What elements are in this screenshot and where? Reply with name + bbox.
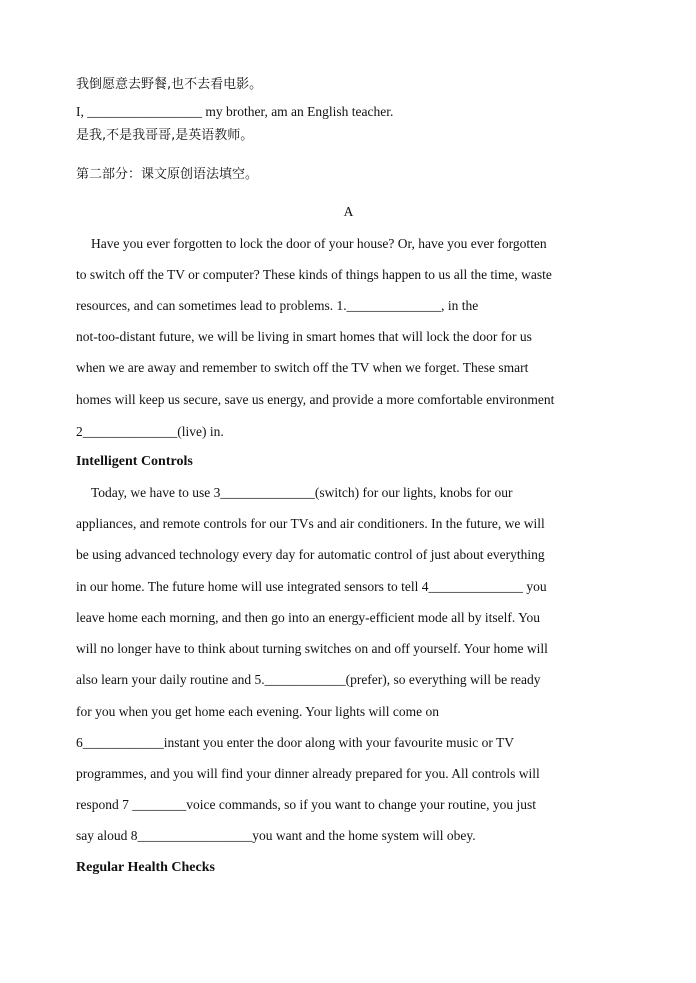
passage-line: 2______________(live) in. <box>76 424 224 439</box>
example-sentence-cn-2: 是我,不是我哥哥,是英语教师。 <box>76 128 254 143</box>
passage-line: when we are away and remember to switch off the TV when we forget. These smart <box>76 360 529 375</box>
passage-line: for you when you get home each evening. Your lights will come on <box>76 704 439 719</box>
subheading-regular-health-checks: Regular Health Checks <box>76 860 215 875</box>
passage-line: be using advanced technology every day for automatic control of just about everything <box>76 547 545 562</box>
passage-line: 6____________instant you enter the door along with your favourite music or TV <box>76 735 515 750</box>
passage-line: not-too-distant future, we will be living in smart homes that will lock the door for us <box>76 329 532 344</box>
section-title: 第二部分：课文原创语法填空。 <box>76 167 259 182</box>
passage-line: leave home each morning, and then go into an energy-efficient mode all by itself. You <box>76 610 541 625</box>
passage-line: Today, we have to use 3______________(switch) for our lights, knobs for our <box>91 485 513 500</box>
passage-line: programmes, and you will find your dinner already prepared for you. All controls will <box>76 766 540 781</box>
passage-line: homes will keep us secure, save us energy, and provide a more comfortable environment <box>76 392 555 407</box>
example-sentence-en: I, _________________ my brother, am an English teacher. <box>76 104 394 119</box>
passage-line: will no longer have to think about turning switches on and off yourself. Your home will <box>76 641 548 656</box>
passage-line: resources, and can sometimes lead to problems. 1.______________, in the <box>76 298 479 313</box>
passage-line: also learn your daily routine and 5.____________(prefer), so everything will be ready <box>76 672 541 687</box>
passage-line: to switch off the TV or computer? These kinds of things happen to us all the time, waste <box>76 267 552 282</box>
passage-line: Have you ever forgotten to lock the door of your house? Or, have you ever forgotten <box>91 236 547 251</box>
subheading-intelligent-controls: Intelligent Controls <box>76 454 193 469</box>
passage-line: in our home. The future home will use integrated sensors to tell 4______________ you <box>76 579 547 594</box>
passage-line: say aloud 8_________________you want and the home system will obey. <box>76 828 476 843</box>
passage-line: respond 7 ________voice commands, so if you want to change your routine, you just <box>76 797 537 812</box>
passage-label: A <box>343 204 354 219</box>
passage-line: appliances, and remote controls for our TVs and air conditioners. In the future, we will <box>76 516 545 531</box>
example-sentence-cn-1: 我倒愿意去野餐,也不去看电影。 <box>76 77 263 92</box>
